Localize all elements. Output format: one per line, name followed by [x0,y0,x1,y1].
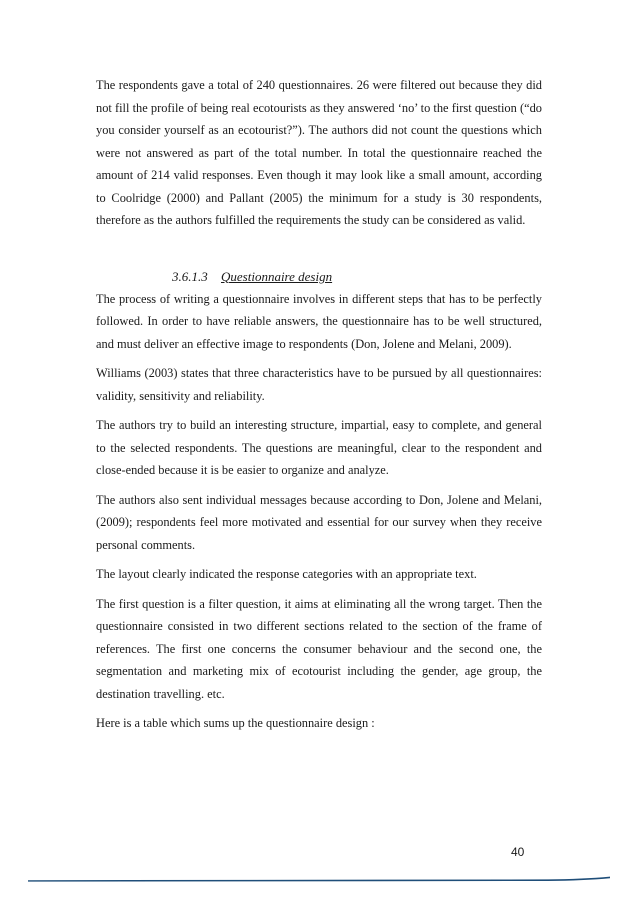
paragraph-layout: The layout clearly indicated the response categories with an appropriate text. [96,567,477,581]
paragraph-williams: Williams (2003) states that three characteristics have to be pursued by all questionnaires: validity, sensitivity and reliability. [96,366,542,403]
page-content [96,74,542,735]
page-number: 40 [511,845,525,859]
paragraph-messages: The authors also sent individual messages because according to Don, Jolene and Melani, (2009); respondents feel more motivated and essential for our survey when they receive personal comments. [96,492,542,552]
paragraph-process: The process of writing a questionnaire involves in different steps that has to be perfectly followed. In order to have reliable answers, the questionnaire has to be well structured, and must deliver an effective image to respondents (Don, Jolene and Melani, 2009). [96,291,542,351]
section-heading [96,266,542,288]
paragraph-respondents: The respondents gave a total of 240 questionnaires. 26 were filtered out because they did not fill the profile of being real ecotourists as they answered ‘no’ to the first question (“do you consider yourself as an ecotourist?”). The authors did not count the questions which were not answered as part of the total number. In total the questionnaire reached the amount of 214 valid responses. Even though it may look like a small amount, according to Coolridge (2000) and Pallant (2005) the minimum for a study is 30 respondents, therefore as the authors fulfilled the requirements the study can be considered as valid. [96,78,542,227]
section-title: Questionnaire design [221,268,333,284]
paragraph-filter-question: The first question is a filter question, it aims at eliminating all the wrong target. Then the questionnaire consisted in two different sections related to the section of the frame of references. The first one concerns the consumer behaviour and the second one, the segmentation and marketing mix of ecotourist including the gender, age group, the destination travelling. etc. [96,596,542,701]
footer-rule-swoosh [28,877,610,882]
footer-rule [28,874,610,884]
section-number: 3.6.1.3 [172,268,208,284]
paragraph-table-intro: Here is a table which sums up the questionnaire design : [96,716,375,730]
paragraph-structure: The authors try to build an interesting structure, impartial, easy to complete, and general to the selected respondents. The questions are meaningful, clear to the respondent and close-ended because it is be easier to organize and analyze. [96,418,542,477]
